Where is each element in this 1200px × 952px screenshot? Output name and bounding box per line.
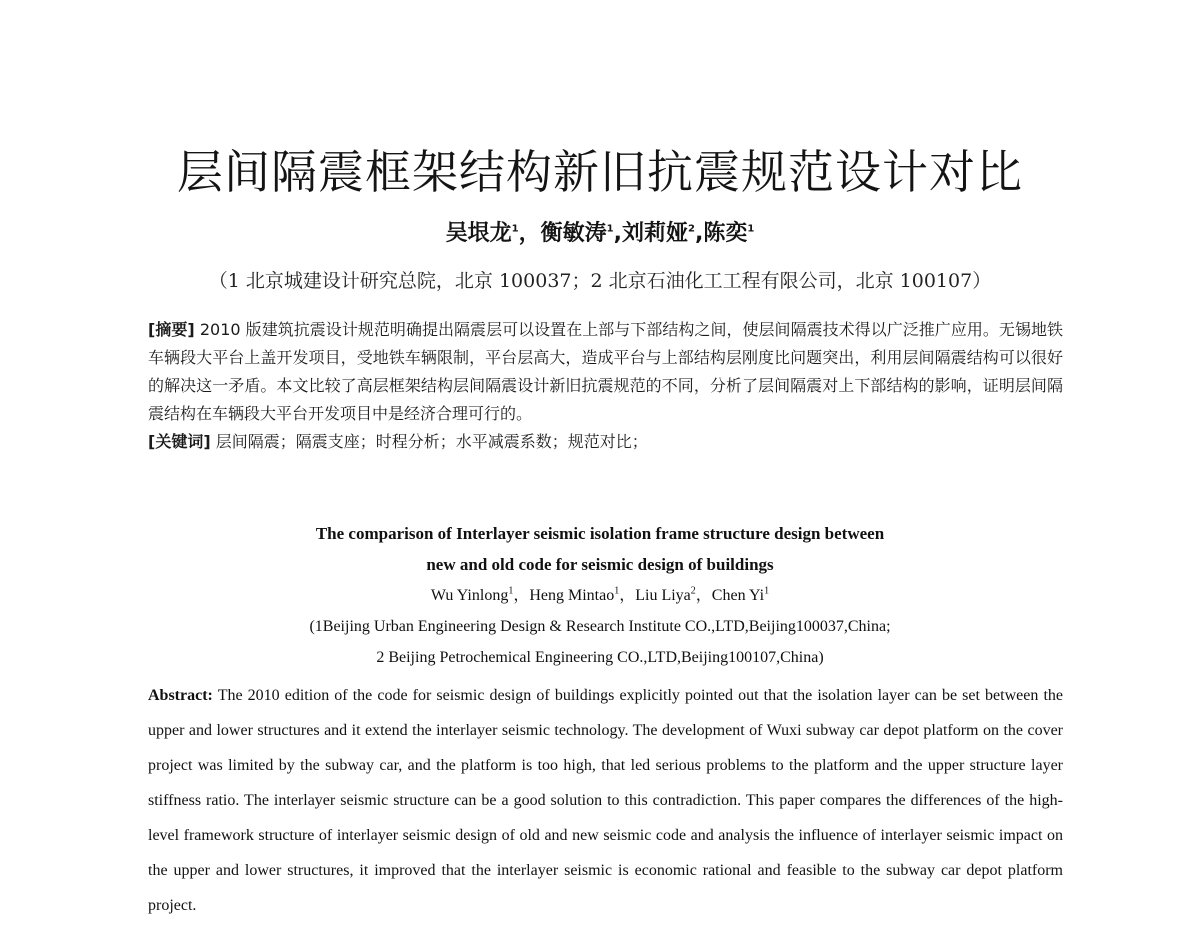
chinese-keywords [148,428,1063,456]
english-affiliation-line-1: (1Beijing Urban Engineering Design & Research Institute CO.,LTD,Beijing100037,China; [309,618,891,635]
keywords-text: 层间隔震；隔震支座；时程分析；水平减震系数；规范对比； [215,432,648,451]
keywords-label: [关键词] [148,432,211,451]
author-separator: ， [695,587,712,604]
author-affil-mark: 1 [511,223,519,235]
author-name: Chen Yi [711,587,765,604]
author-name: 衡敏涛 [540,221,607,246]
english-abstract-text: The 2010 edition of the code for seismic design of buildings explicitly pointed out that the isolation layer can be set between the upper and lower structures and it extend the interlayer seismic technology. The development of Wuxi subway car depot platform on the cover project was limited by the subway car, and the platform is too high, that led serious problems to the platform and the upper structure layer stiffness ratio. The interlayer seismic structure can be a good solution to this contradiction. This paper compares the differences of the high-level framework structure of interlayer seismic design of old and new seismic code and analysis the influence of interlayer seismic impact on the upper and lower structures, it improved that the interlayer seismic is economic rational and feasible to the subway car depot platform project. [148,687,1063,914]
author-separator: , [694,221,704,246]
english-abstract [148,678,1063,923]
english-abstract-label: Abstract: [148,687,213,704]
english-header-block [0,518,1200,673]
english-title-line-1: The comparison of Interlayer seismic isolation frame structure design between [315,524,885,543]
author-separator: ， [513,587,530,604]
author-affil-mark: 1 [606,223,614,235]
author-name: Heng Mintao [529,587,615,604]
abstract-label: [摘要] [148,320,195,339]
chinese-authors [0,216,1200,247]
author-name: Liu Liya [635,587,691,604]
author-affil-mark: 2 [688,223,695,235]
author-separator: ， [619,587,636,604]
author-name: 刘莉娅 [622,221,689,246]
english-affiliation-line-2: 2 Beijing Petrochemical Engineering CO.,LTD,Beijing100107,China) [376,649,824,666]
author-name: Wu Yinlong [430,587,509,604]
chinese-title: 层间隔震框架结构新旧抗震规范设计对比 [177,145,1023,199]
author-affil-mark: 1 [764,585,770,597]
author-name: 陈奕 [703,221,748,246]
author-affil-mark: 1 [508,585,514,597]
author-affil-mark: 1 [614,585,620,597]
author-separator: , [613,221,622,246]
abstract-text: 2010 版建筑抗震设计规范明确提出隔震层可以设置在上部与下部结构之间，使层间隔震技术得以广泛推广应用。无锡地铁车辆段大平台上盖开发项目，受地铁车辆限制，平台层高大，造成平台与上部结构层刚度比问题突出，利用层间隔震结构可以很好的解决这一矛盾。本文比较了高层框架结构层间隔震设计新旧抗震规范的不同，分析了层间隔震对上下部结构的影响，证明层间隔震结构在车辆段大平台开发项目中是经济合理可行的。 [148,320,1063,423]
author-separator: ， [518,221,541,246]
chinese-abstract-block [148,316,1063,456]
chinese-affiliation: （1 北京城建设计研究总院，北京 100037；2 北京石油化工工程有限公司，北京 100107） [208,270,992,292]
english-title-line-2: new and old code for seismic design of buildings [426,555,774,574]
english-authors [0,580,1200,611]
chinese-abstract [148,316,1063,428]
author-name: 吴垠龙 [445,221,512,246]
author-affil-mark: 2 [690,585,696,597]
author-affil-mark: 1 [747,223,755,235]
